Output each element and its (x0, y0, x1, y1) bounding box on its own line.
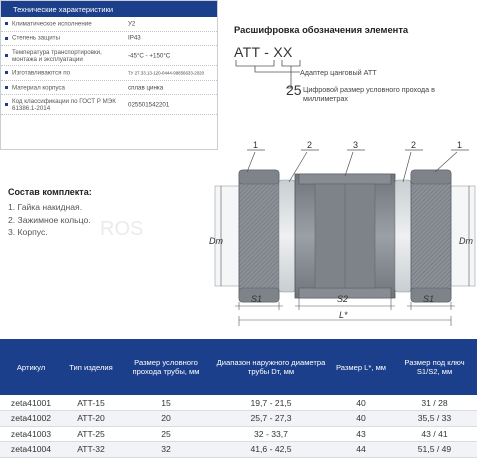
col-header-type: Тип изделия (62, 339, 120, 395)
table-row (0, 411, 477, 427)
callout-2-left: 2 (307, 140, 313, 150)
spec-row (1, 17, 217, 32)
col-header-nominal-size: Размер условного прохода трубы, мм (120, 339, 212, 395)
nut-left (239, 170, 279, 302)
cell-type: ATT-32 (62, 442, 120, 458)
ring-right (395, 180, 411, 292)
bullet-icon (5, 54, 8, 57)
spec-value: ТУ 27.33.13-120-0444-99856633-2020 (128, 70, 205, 76)
cell-article: zeta41001 (0, 395, 62, 411)
spec-label: Температура транспортировки, монтажа и эксплуатации (12, 48, 102, 63)
decoding-size-number: 25 (286, 82, 302, 98)
spec-label: Материал корпуса (12, 84, 65, 92)
cell-nominal-size: 32 (120, 442, 212, 458)
dim-s2: S2 (337, 294, 349, 304)
decoding-size-label: Цифровой размер условного прохода в миллиметрах (303, 85, 435, 103)
fitting-drawing (100, 140, 477, 335)
cell-type: ATT-25 (62, 426, 120, 442)
cell-article: zeta41004 (0, 442, 62, 458)
spec-row (1, 95, 217, 115)
cell-nominal-size: 20 (120, 411, 212, 427)
kit-item: 3. Корпус. (8, 227, 48, 237)
cell-diameter-range: 41,6 - 42,5 (212, 442, 330, 458)
cell-type: ATT-20 (62, 411, 120, 427)
spec-row (1, 46, 217, 66)
cell-article: zeta41002 (0, 411, 62, 427)
callout-2-right: 2 (411, 140, 417, 150)
spec-value: сплав цинка (128, 84, 164, 92)
cell-diameter-range: 25,7 - 27,3 (212, 411, 330, 427)
spec-label: Изготавливаются по (12, 69, 71, 77)
bullet-icon (5, 37, 8, 40)
kit-item: 2. Зажимное кольцо. (8, 214, 91, 225)
cell-diameter-range: 19,7 - 21,5 (212, 395, 330, 411)
table-row (0, 426, 477, 442)
spec-value: IP43 (128, 34, 141, 42)
kit-list (8, 201, 91, 239)
cell-wrench-size: 35,5 / 33 (392, 411, 477, 427)
spec-label: Степень защиты (12, 34, 60, 42)
cell-length: 43 (330, 426, 392, 442)
bullet-icon (5, 86, 8, 89)
bullet-icon (5, 103, 8, 106)
spec-label: Климатическое исполнение (12, 20, 92, 28)
dim-length: L* (339, 310, 348, 320)
callout-1-left: 1 (253, 140, 259, 150)
dim-s1-right: S1 (423, 294, 435, 304)
table-row (0, 395, 477, 411)
col-header-length: Размер L*, мм (330, 339, 392, 395)
cell-nominal-size: 25 (120, 426, 212, 442)
cell-wrench-size: 31 / 28 (392, 395, 477, 411)
products-table (0, 339, 477, 458)
spec-label: Код классификации по ГОСТ Р МЭК 61386.1-2014 (12, 97, 116, 112)
decoding-title: Расшифровка обозначения элемента (234, 24, 409, 35)
cell-wrench-size: 51,5 / 49 (392, 442, 477, 458)
spec-row (1, 66, 217, 81)
dim-dt-right: Dт (459, 236, 473, 246)
spec-value: 025501542201 (128, 101, 170, 109)
cell-wrench-size: 43 / 41 (392, 426, 477, 442)
spec-row (1, 81, 217, 96)
callout-1-right: 1 (457, 140, 463, 150)
cell-diameter-range: 32 - 33,7 (212, 426, 330, 442)
spec-value: У2 (128, 20, 136, 28)
watermark: ROS (100, 218, 144, 240)
cell-length: 44 (330, 442, 392, 458)
spec-box (0, 0, 218, 150)
nut-right (411, 170, 451, 302)
ring-left (279, 180, 295, 292)
dim-s1-left: S1 (251, 294, 263, 304)
decoding-code: ATT - XX (234, 44, 293, 60)
col-header-wrench-size: Размер под ключ S1/S2, мм (392, 339, 477, 395)
table-header-row (0, 339, 477, 395)
cell-type: ATT-15 (62, 395, 120, 411)
cell-nominal-size: 15 (120, 395, 212, 411)
col-header-diameter-range: Диапазон наружного диаметра трубы Dт, мм (212, 339, 330, 395)
kit-item: 1. Гайка накидная. (8, 202, 83, 212)
spec-row (1, 32, 217, 47)
bullet-icon (5, 22, 8, 25)
cell-article: zeta41003 (0, 426, 62, 442)
col-header-article: Артикул (0, 339, 62, 395)
callout-3: 3 (353, 140, 359, 150)
bullet-icon (5, 71, 8, 74)
dim-dt-left: Dт (209, 236, 223, 246)
kit-title: Состав комплекта: (8, 187, 92, 197)
spec-value: -45°C - +150°C (128, 52, 171, 60)
cell-length: 40 (330, 395, 392, 411)
table-row (0, 442, 477, 458)
cell-length: 40 (330, 411, 392, 427)
spec-title: Технические характеристики (1, 1, 217, 17)
decoding-adapter-label: Адаптер цанговый ATT (300, 68, 377, 77)
